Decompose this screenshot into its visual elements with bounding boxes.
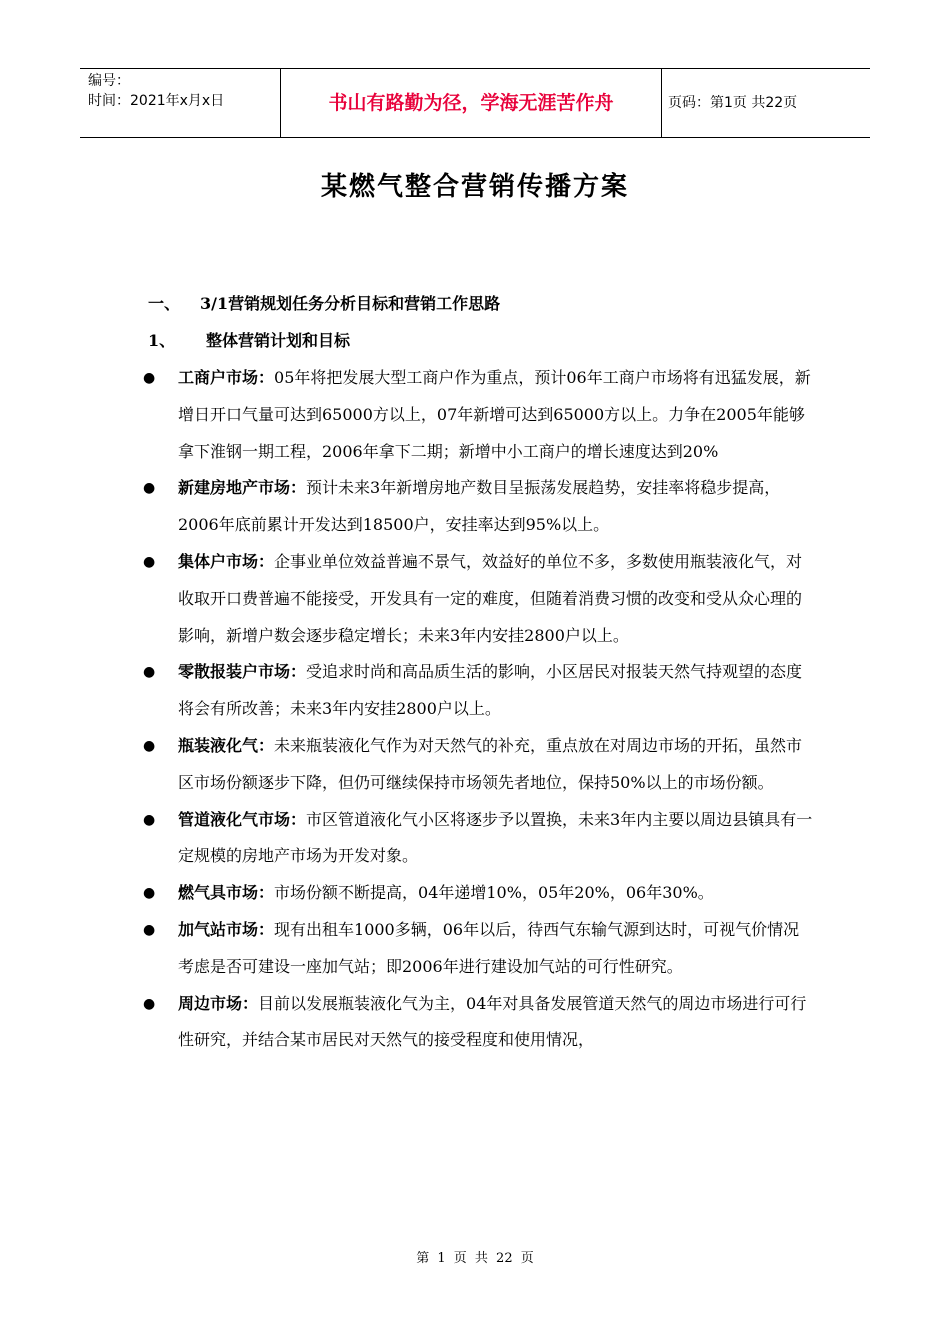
subsection-heading-1-1	[148, 329, 350, 353]
list-item	[143, 875, 815, 912]
header-middle-cell	[281, 69, 662, 138]
item-label: 零散报装户市场：	[178, 662, 307, 682]
subsection-text: 整体营销计划和目标	[206, 331, 351, 350]
item-text: 现有出租车1000多辆，06年以后，待西气东输气源到达时，可视气价情况考虑是否可建设一座加气站；即2006年进行建设加气站的可行性研究。	[178, 919, 800, 976]
item-label: 工商户市场：	[178, 368, 275, 387]
bullet-icon: ●	[143, 885, 156, 902]
section-heading-1	[148, 292, 500, 316]
page-footer: 第 1 页 共 22 页	[416, 1251, 534, 1266]
serial-label: 编号：	[88, 73, 130, 89]
bullet-icon: ●	[143, 737, 156, 754]
item-text: 05年将把发展大型工商户作为重点，预计06年工商户市场将有迅猛发展，新增日开口气量可达到65000方以上，07年新增可达到65000方以上。力争在2005年能够拿下淮钢一期工程，2006年拿下二期；新增中小工商户的增长速度达到20%	[178, 368, 811, 461]
item-label: 新建房地产市场：	[178, 478, 307, 498]
motto: 书山有路勤为径，学海无涯苦作舟	[328, 92, 614, 114]
item-label: 管道液化气市场：	[178, 809, 307, 829]
item-label: 燃气具市场：	[178, 883, 275, 903]
item-text: 未来瓶装液化气作为对天然气的补充，重点放在对周边市场的开拓，虽然市区市场份额逐步下降，但仍可继续保持市场领先者地位，保持50%以上的市场份额。	[178, 735, 803, 792]
bullet-icon: ●	[143, 995, 156, 1012]
item-text: 市区管道液化气小区将逐步予以置换，未来3年内主要以周边县镇具有一定规模的房地产市场为开发对象。	[178, 809, 813, 866]
section-number: 一、	[148, 294, 181, 313]
bullet-icon: ●	[143, 553, 156, 570]
item-text: 受追求时尚和高品质生活的影响，小区居民对报装天然气持观望的态度将会有所改善；未来3年内安挂2800户以上。	[178, 662, 803, 719]
list-item	[143, 360, 815, 470]
item-text: 目前以发展瓶装液化气为主，04年对具备发展管道天然气的周边市场进行可行性研究，并结合某市居民对天然气的接受程度和使用情况，	[178, 993, 807, 1050]
item-label: 加气站市场：	[178, 919, 275, 939]
header-table	[80, 68, 870, 138]
list-item	[143, 986, 815, 1060]
document-title: 某燃气整合营销传播方案	[320, 172, 629, 202]
item-label: 周边市场：	[178, 993, 259, 1013]
bullet-icon: ●	[143, 811, 156, 828]
item-text: 预计未来3年新增房地产数目呈振荡发展趋势，安挂率将稳步提高，2006年底前累计开发达到18500户，安挂率达到95%以上。	[178, 478, 781, 535]
bullet-list	[143, 360, 815, 1059]
section-text: 3/1营销规划任务分析目标和营销工作思路	[200, 294, 501, 313]
list-item	[143, 912, 815, 986]
list-item	[143, 470, 815, 544]
subsection-number: 1、	[148, 331, 176, 350]
bullet-icon: ●	[143, 664, 156, 681]
bullet-icon: ●	[143, 921, 156, 938]
list-item	[143, 802, 815, 876]
item-label: 瓶装液化气：	[178, 735, 275, 755]
header-right-cell	[662, 69, 871, 138]
list-item	[143, 728, 815, 802]
item-label: 集体户市场：	[178, 551, 275, 571]
list-item	[143, 654, 815, 728]
item-text: 企事业单位效益普遍不景气，效益好的单位不多，多数使用瓶装液化气，对收取开口费普遍不能接受，开发具有一定的难度，但随着消费习惯的改变和受从众心理的影响，新增户数会逐步稳定增长；未来3年内安挂2800户以上。	[178, 551, 803, 645]
item-text: 市场份额不断提高，04年递增10%，05年20%，06年30%。	[274, 883, 714, 903]
bullet-icon: ●	[143, 480, 156, 497]
bullet-icon: ●	[143, 370, 156, 386]
header-left-cell	[80, 69, 281, 138]
date-label: 时间：2021年x月x日	[88, 93, 225, 109]
page-label: 页码：第1页 共22页	[668, 95, 798, 111]
list-item	[143, 544, 815, 654]
